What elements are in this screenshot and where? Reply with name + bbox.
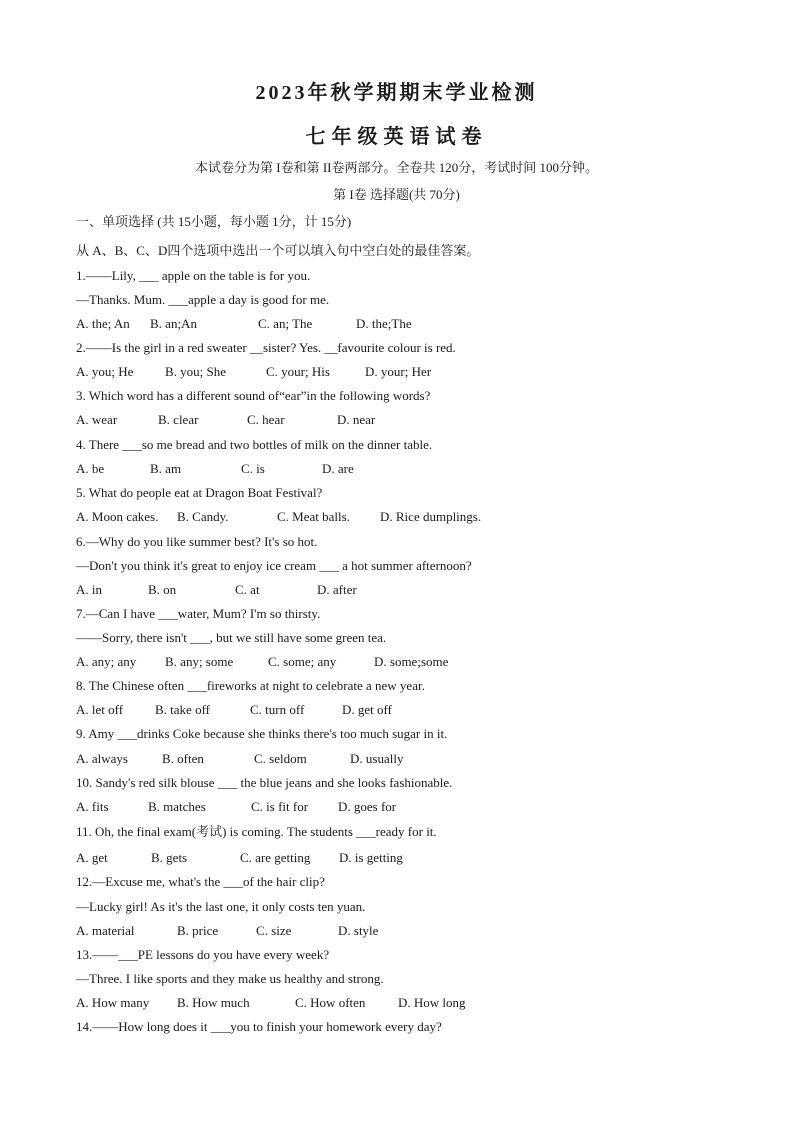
question-13-option-b[interactable]: B. How much	[177, 995, 250, 1010]
question-1-options	[76, 316, 576, 332]
question-4-option-c[interactable]: C. is	[241, 461, 265, 476]
question-3-option-a[interactable]: A. wear	[76, 412, 118, 427]
question-1-option-a[interactable]: A. the; An	[76, 316, 130, 331]
question-7-options	[76, 654, 576, 670]
section1-instruction: 从 A、B、C、D四个选项中选出一个可以填入句中空白处的最佳答案。	[76, 243, 480, 258]
question-4-options	[76, 461, 576, 477]
question-8-options	[76, 702, 576, 718]
question-6-option-d[interactable]: D. after	[317, 582, 357, 597]
question-6-option-a[interactable]: A. in	[76, 582, 102, 597]
question-1-line-1: 1.——Lily, ___ apple on the table is for you.	[76, 268, 311, 283]
question-13-option-c[interactable]: C. How often	[295, 995, 366, 1010]
question-7-option-c[interactable]: C. some; any	[268, 654, 337, 669]
question-4-option-d[interactable]: D. are	[322, 461, 354, 476]
question-8-option-b[interactable]: B. take off	[155, 702, 210, 717]
question-9-option-a[interactable]: A. always	[76, 751, 128, 766]
question-6-line-2: —Don't you think it's great to enjoy ice cream ___ a hot summer afternoon?	[76, 558, 472, 573]
question-3-option-d[interactable]: D. near	[337, 412, 376, 427]
exam-title: 2023年秋学期期末学业检测	[255, 82, 538, 104]
question-3-option-c[interactable]: C. hear	[247, 412, 285, 427]
question-9-options	[76, 751, 576, 767]
question-9-option-b[interactable]: B. often	[162, 751, 204, 766]
question-11-option-c[interactable]: C. are getting	[240, 850, 311, 865]
question-11-line-1: 11. Oh, the final exam(考试) is coming. The students ___ready for it.	[76, 824, 437, 839]
question-8-option-d[interactable]: D. get off	[342, 702, 392, 717]
question-8-option-c[interactable]: C. turn off	[250, 702, 305, 717]
question-10-option-d[interactable]: D. goes for	[338, 799, 397, 814]
question-1-option-d[interactable]: D. the;The	[356, 316, 412, 331]
question-4-option-a[interactable]: A. be	[76, 461, 105, 476]
question-9-option-d[interactable]: D. usually	[350, 751, 404, 766]
question-7-option-a[interactable]: A. any; any	[76, 654, 137, 669]
question-12-option-c[interactable]: C. size	[256, 923, 292, 938]
question-11-option-b[interactable]: B. gets	[151, 850, 188, 865]
question-3-options	[76, 412, 576, 428]
exam-subtitle: 七年级英语试卷	[305, 126, 488, 148]
question-6-options	[76, 582, 576, 598]
question-6-option-b[interactable]: B. on	[148, 582, 177, 597]
question-2-option-a[interactable]: A. you; He	[76, 364, 134, 379]
question-11-options	[76, 850, 576, 866]
question-10-option-a[interactable]: A. fits	[76, 799, 109, 814]
question-13-line-2: —Three. I like sports and they make us healthy and strong.	[76, 971, 384, 986]
question-9-option-c[interactable]: C. seldom	[254, 751, 307, 766]
question-5-option-c[interactable]: C. Meat balls.	[277, 509, 350, 524]
question-12-options	[76, 923, 576, 939]
question-13-option-a[interactable]: A. How many	[76, 995, 150, 1010]
part1-heading: 第 I卷 选择题(共 70分)	[333, 187, 460, 202]
question-1-option-b[interactable]: B. an;An	[150, 316, 197, 331]
exam-intro: 本试卷分为第 I卷和第 II卷两部分。全卷共 120分，考试时间 100分钟。	[195, 160, 598, 175]
question-2-option-c[interactable]: C. your; His	[266, 364, 330, 379]
question-12-option-b[interactable]: B. price	[177, 923, 219, 938]
question-12-option-a[interactable]: A. material	[76, 923, 135, 938]
question-5-option-b[interactable]: B. Candy.	[177, 509, 229, 524]
question-7-option-d[interactable]: D. some;some	[374, 654, 449, 669]
question-1-line-2: —Thanks. Mum. ___apple a day is good for me.	[76, 292, 330, 307]
question-12-line-2: —Lucky girl! As it's the last one, it only costs ten yuan.	[76, 899, 366, 914]
question-2-line-1: 2.——Is the girl in a red sweater __sister? Yes. __favourite colour is red.	[76, 340, 456, 355]
question-4-line-1: 4. There ___so me bread and two bottles of milk on the dinner table.	[76, 437, 433, 452]
question-12-option-d[interactable]: D. style	[338, 923, 379, 938]
question-3-line-1: 3. Which word has a different sound of“ear”in the following words?	[76, 388, 431, 403]
question-6-option-c[interactable]: C. at	[235, 582, 260, 597]
question-4-option-b[interactable]: B. am	[150, 461, 182, 476]
question-8-option-a[interactable]: A. let off	[76, 702, 124, 717]
question-13-option-d[interactable]: D. How long	[398, 995, 466, 1010]
question-5-option-a[interactable]: A. Moon cakes.	[76, 509, 159, 524]
question-10-options	[76, 799, 576, 815]
question-5-option-d[interactable]: D. Rice dumplings.	[380, 509, 482, 524]
question-10-option-c[interactable]: C. is fit for	[251, 799, 309, 814]
question-2-options	[76, 364, 576, 380]
question-2-option-d[interactable]: D. your; Her	[365, 364, 432, 379]
question-7-option-b[interactable]: B. any; some	[165, 654, 234, 669]
question-1-option-c[interactable]: C. an; The	[258, 316, 313, 331]
question-10-option-b[interactable]: B. matches	[148, 799, 206, 814]
question-13-line-1: 13.——___PE lessons do you have every week?	[76, 947, 330, 962]
question-11-option-d[interactable]: D. is getting	[339, 850, 403, 865]
question-5-options	[76, 509, 576, 525]
question-7-line-1: 7.—Can I have ___water, Mum? I'm so thirsty.	[76, 606, 321, 621]
question-2-option-b[interactable]: B. you; She	[165, 364, 227, 379]
question-12-line-1: 12.—Excuse me, what's the ___of the hair clip?	[76, 874, 325, 889]
question-8-line-1: 8. The Chinese often ___fireworks at night to celebrate a new year.	[76, 678, 425, 693]
question-7-line-2: ——Sorry, there isn't ___, but we still have some green tea.	[76, 630, 387, 645]
question-14-line-1: 14.——How long does it ___you to finish your homework every day?	[76, 1019, 442, 1034]
question-11-option-a[interactable]: A. get	[76, 850, 108, 865]
question-5-line-1: 5. What do people eat at Dragon Boat Festival?	[76, 485, 323, 500]
section1-heading: 一、单项选择 (共 15小题，每小题 1分，计 15分)	[76, 214, 352, 229]
question-13-options	[76, 995, 576, 1011]
question-10-line-1: 10. Sandy's red silk blouse ___ the blue jeans and she looks fashionable.	[76, 775, 453, 790]
question-9-line-1: 9. Amy ___drinks Coke because she thinks there's too much sugar in it.	[76, 726, 448, 741]
question-6-line-1: 6.—Why do you like summer best? It's so hot.	[76, 534, 318, 549]
question-3-option-b[interactable]: B. clear	[158, 412, 199, 427]
